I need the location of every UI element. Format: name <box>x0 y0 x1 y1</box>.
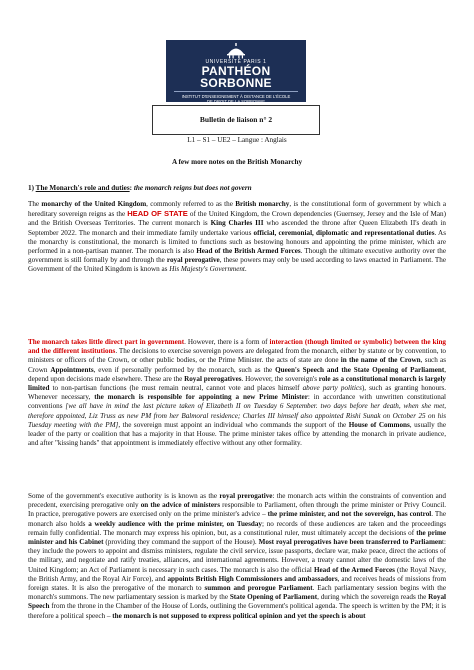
text-run: . <box>244 265 247 274</box>
logo-institute-line: INSTITUT D'ENSEIGNEMENT À DISTANCE DE L'ÉCOLE DE DROIT DE LA SORBONNE <box>174 91 298 104</box>
text-run: from the throne in the Chamber of the House of Lords, outlining the Government's political agenda. The speech is written by the PM; it is therefore a political speech – <box>28 602 446 620</box>
text-run: . Though the ultimate executive authority over the government is still formally by and through the <box>28 247 446 265</box>
text-run: the monarch is responsible for appointing a new Prime Minister <box>94 393 308 402</box>
university-logo <box>166 40 306 102</box>
course-line: L1 – S1 – UE2 – Langue : Anglais <box>187 136 287 144</box>
paragraph-1 <box>28 200 446 275</box>
text-run: , the sovereign must appoint an individual who commands the support of the <box>118 420 349 429</box>
text-run: (providing they command the support of the House). <box>103 538 259 547</box>
text-run: , usually the leader of the party or coalition that has a majority in that House. The prime minister takes office by attending the monarch in private audience, and after "kissing hands" that appointment is immediately effective without any other formality. <box>28 420 446 448</box>
text-run: Appointments <box>50 365 94 374</box>
text-run: . The decisions to exercise sovereign powers are delegated from the monarch, either by statute or by convention, to ministers or officers of the Crown, or other public bodies, or the Prime Minister. the acts of state are done <box>28 347 446 365</box>
section-subtitle: the monarch reigns but does not govern <box>133 184 252 192</box>
text-run: on the advice of ministers <box>140 501 220 510</box>
text-run: Royal Speech <box>28 593 446 611</box>
text-run: t: they include the powers to appoint and dismiss ministers, regulate the civil service, issue passports, declare war, make peace, direct the actions of the military, and negotiate and ratify treaties, alliances, and international agreements. However, a treaty cannot alter the domestic laws of the United Kingdom; an Act of Parliament is necessary in such cases. The monarch is also the official <box>28 538 447 574</box>
text-run: , and receives heads of missions from foreign states. It is also the prerogative of the monarch to <box>28 574 447 593</box>
text-run: , depend upon decisions made elsewhere. These are the <box>28 365 447 383</box>
paragraph-2 <box>28 338 446 448</box>
text-run: Head of the British Armed Forces <box>196 247 301 256</box>
text-run: monarchy of the United Kingdom <box>41 200 147 208</box>
text-run: a weekly audience with the prime minister, on Tuesday <box>88 519 262 528</box>
text-run: (the Royal Navy, the British Army, and the Royal Air Force), and <box>28 565 446 583</box>
text-run: Head of the Armed Forces <box>313 565 395 574</box>
text-run: Royal prerogatives <box>184 374 242 383</box>
text-run: role as a constitutional monarch is largely limited <box>28 374 446 393</box>
text-run: summon and prorogue Parliament <box>204 584 313 593</box>
text-run: the prime minister and his Cabinet <box>28 528 447 547</box>
text-run: The monarch takes little direct part in government <box>28 338 185 346</box>
text-run: House of Commons <box>348 420 410 429</box>
text-run: . Each parliamentary session begins with the monarch's summons. The new parliamentary session is marked by the <box>28 584 446 602</box>
section-title: The Monarch's role and duties <box>35 184 130 192</box>
text-run: , is the constitutional form of government by which a hereditary sovereign reigns as the <box>28 200 447 219</box>
text-run: : in accordance with unwritten constitutional conventions <box>28 393 446 411</box>
text-run: to non-partisan functions (he must remain neutral, cannot vote and places himself <box>49 384 303 393</box>
text-run: Queen's Speech and the State Opening of Parliament <box>275 365 445 374</box>
text-run: the monarch is not supposed to express political opinion and yet the speech is about <box>112 611 366 620</box>
text-run: , these powers may only be used according to laws enacted in Parliament. The Government of the United Kingdom is known as <box>28 256 446 274</box>
bulletin-label: Bulletin de liaison n° 2 <box>199 115 273 124</box>
text-run: the prime minister, and not the sovereign, has control <box>267 510 432 519</box>
text-run: responsible to Parliament, often through the prime minister or Privy Council. In practice, prerogative powers are exercised only on the prime minister's advice – <box>28 501 447 519</box>
text-run: King Charles III <box>210 219 264 228</box>
text-run: . However, the sovereign's <box>241 374 319 383</box>
text-run: royal prerogative <box>166 256 220 265</box>
text-run: in the name of the Crown <box>340 356 421 365</box>
text-run: Some of the government's executive authority is is known as the <box>28 492 220 500</box>
logo-name: PANTHÉON SORBONNE <box>200 64 272 90</box>
text-run: . As the monarchy is constitutional, the monarch is limited to functions such as bestowing honours and appointing the prime minister, which are performed in a non-partisan manner. The monarch is also <box>28 228 446 256</box>
text-run: , such as Crown <box>28 356 447 374</box>
text-run: His Majesty's Government <box>169 265 245 274</box>
section-colon: : <box>129 184 134 192</box>
section-number: 1) <box>28 184 36 192</box>
text-run: The <box>28 200 42 208</box>
section-heading <box>28 184 252 192</box>
text-run: , even if personally performed by the monarch, such as the <box>93 365 276 374</box>
text-run: of the United Kingdom, the Crown dependencies (Guernsey, Jersey and the Isle of Man) and the British Overseas Territories. The current monarch is <box>28 210 446 228</box>
pantheon-dome-icon <box>225 43 247 59</box>
bulletin-box <box>152 105 320 135</box>
text-run: HEAD OF STATE <box>127 209 188 219</box>
text-run: who ascended the throne after Queen Elizabeth II's death in September 2022. The monarch and their immediate family undertake various <box>28 219 446 237</box>
text-run: British monarchy <box>235 200 290 208</box>
text-run: . The monarch also holds <box>28 510 446 528</box>
text-run: . However, there is a form of <box>184 338 270 346</box>
text-run: [we all have in mind the last picture taken of Elizabeth II on Tuesday 6 September. two days before her death, when she met, therefore appointed, Liz Truss as new PM from her Balmoral residence; Charles III himself also appointed Rishi Sunak on October 25 on his Tuesday meeting with the PM] <box>28 402 447 429</box>
text-run: royal prerogative <box>219 492 273 500</box>
text-run: ), such as granting honours. Whenever necessary, <box>28 384 447 402</box>
text-run: , during which the sovereign reads the <box>317 593 429 602</box>
text-run: appoints British High Commissioners and ambassadors <box>167 574 338 583</box>
logo-university-line: UNIVERSITÉ PARIS 1 <box>205 59 267 65</box>
text-run: official, ceremonial, diplomatic and representational duties <box>253 228 435 237</box>
text-run: above party politics <box>302 384 362 393</box>
paragraph-3 <box>28 492 446 621</box>
document-title: A few more notes on the British Monarchy <box>171 158 303 166</box>
text-run: ; no records of these audiences are taken and the proceedings remain fully confidential. The monarch may express his opinion, but, as a constitutional ruler, must ultimately accept the decisions of <box>28 519 446 537</box>
text-run: Most royal prerogatives have been transferred to Parliamen <box>258 538 443 547</box>
text-run: interaction (though limited or symbolic) between the king and the different institutions <box>28 338 446 356</box>
text-run: , commonly referred to as the <box>146 200 236 208</box>
text-run: State Opening of Parliament <box>229 593 318 602</box>
text-run: : the monarch acts within the constraints of convention and precedent, exercising prerogative only <box>28 492 446 510</box>
